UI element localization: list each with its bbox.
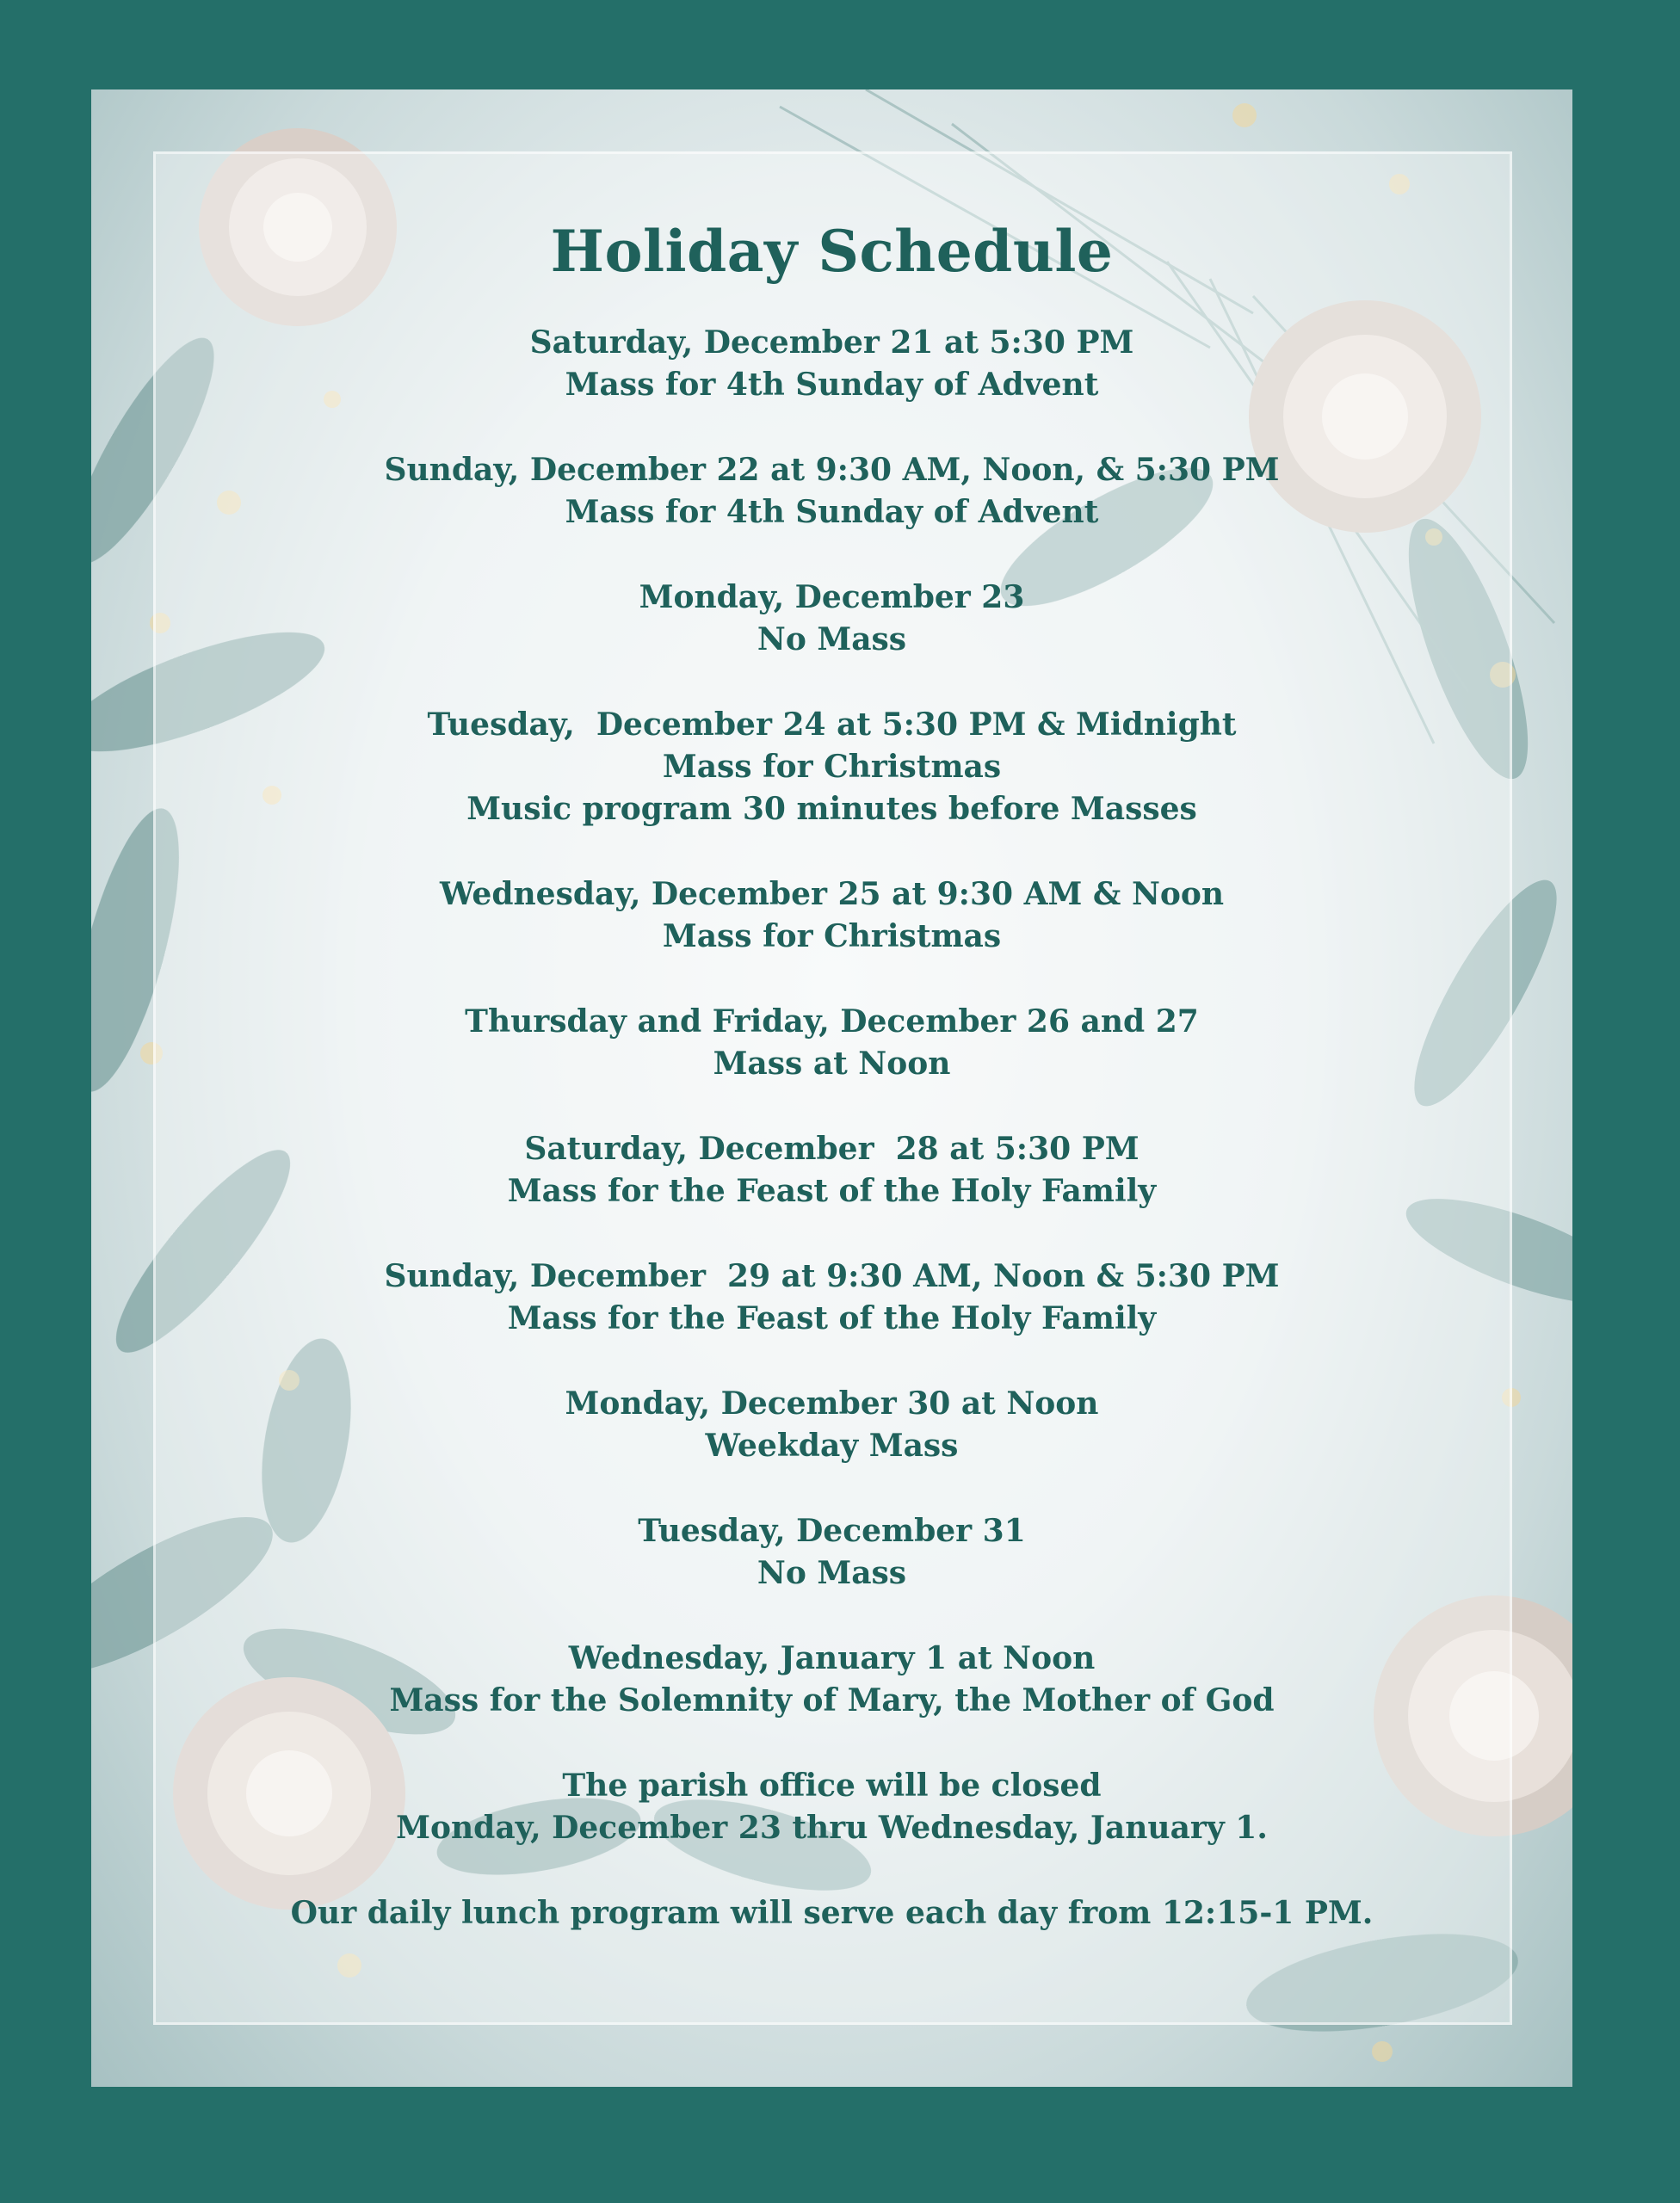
event-line: Mass for 4th Sunday of Advent — [565, 367, 1099, 403]
event-item — [91, 704, 1572, 830]
lunch-program-notice — [91, 1892, 1572, 1935]
event-line: Mass for 4th Sunday of Advent — [565, 494, 1099, 530]
notice-line: The parish office will be closed — [562, 1768, 1102, 1804]
event-line: Mass for the Feast of the Holy Family — [507, 1173, 1157, 1209]
event-line: Mass for Christmas — [662, 918, 1002, 954]
event-line: No Mass — [757, 1555, 907, 1591]
event-item — [91, 577, 1572, 661]
event-item — [91, 1256, 1572, 1340]
event-line: Wednesday, January 1 at Noon — [568, 1640, 1096, 1676]
event-line: Wednesday, December 25 at 9:30 AM & Noon — [439, 876, 1225, 912]
event-line: Tuesday, December 31 — [638, 1513, 1026, 1549]
event-line: Sunday, December 22 at 9:30 AM, Noon, & 5:30 PM — [384, 452, 1280, 488]
event-item — [91, 873, 1572, 958]
event-line: Mass for Christmas — [662, 749, 1002, 785]
event-line: Saturday, December 28 at 5:30 PM — [524, 1131, 1140, 1167]
event-line: Music program 30 minutes before Masses — [466, 791, 1197, 827]
office-closed-notice — [91, 1765, 1572, 1849]
event-line: Thursday and Friday, December 26 and 27 — [465, 1003, 1199, 1040]
event-list — [91, 322, 1572, 1935]
event-line: Monday, December 30 at Noon — [565, 1385, 1099, 1422]
event-item — [91, 322, 1572, 406]
event-line: Tuesday, December 24 at 5:30 PM & Midnight — [427, 707, 1237, 743]
event-line: Weekday Mass — [705, 1428, 959, 1464]
event-item — [91, 449, 1572, 534]
event-line: No Mass — [757, 621, 907, 657]
event-item — [91, 1638, 1572, 1722]
event-item — [91, 1128, 1572, 1213]
event-line: Saturday, December 21 at 5:30 PM — [529, 324, 1134, 361]
event-line: Monday, December 23 — [639, 579, 1025, 615]
notice-line: Our daily lunch program will serve each day from 12:15-1 PM. — [290, 1895, 1374, 1931]
event-line: Mass at Noon — [713, 1046, 951, 1082]
event-line: Mass for the Feast of the Holy Family — [507, 1300, 1157, 1336]
event-line: Sunday, December 29 at 9:30 AM, Noon & 5:30 PM — [384, 1258, 1280, 1294]
page-title: Holiday Schedule — [550, 218, 1114, 285]
event-item — [91, 1001, 1572, 1085]
notice-line: Monday, December 23 thru Wednesday, January 1. — [396, 1810, 1268, 1846]
event-line: Mass for the Solemnity of Mary, the Mother of God — [389, 1682, 1275, 1719]
event-item — [91, 1510, 1572, 1595]
event-item — [91, 1383, 1572, 1467]
schedule-content — [91, 89, 1572, 1978]
